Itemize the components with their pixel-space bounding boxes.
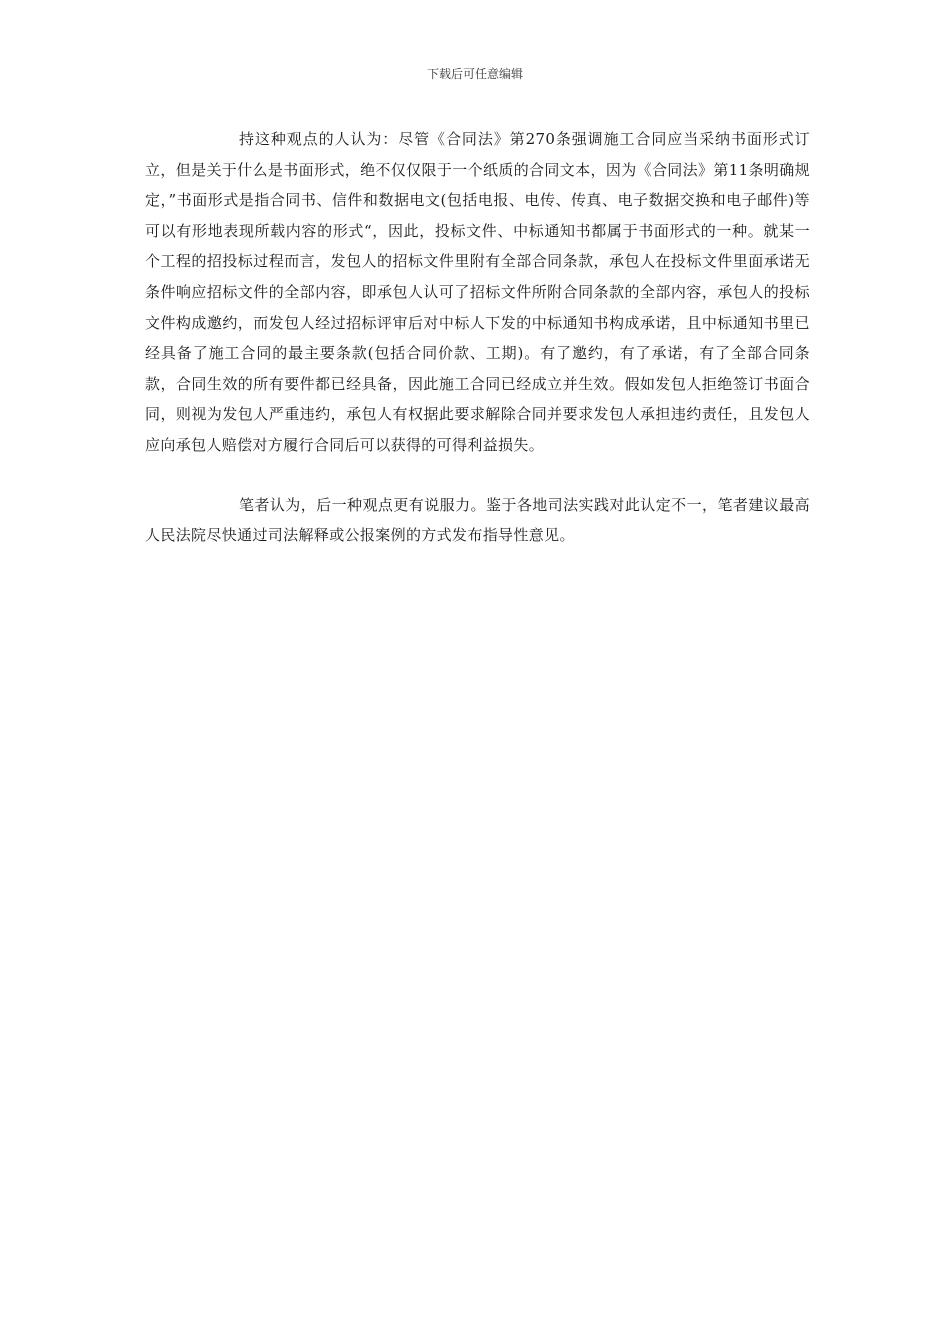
paragraph-author-opinion: 笔者认为，后一种观点更有说服力。鉴于各地司法实践对此认定不一，笔者建议最高人民法院尽快通过司法解释或公报案例的方式发布指导性意见。: [145, 495, 810, 545]
page-header: 下载后可任意编辑: [426, 67, 523, 81]
paragraph-contract-viewpoint: 持这种观点的人认为：尽管《合同法》第270条强调施工合同应当采纳书面形式订立，但是关于什么是书面形式，绝不仅仅限于一个纸质的合同文本，因为《合同法》第11条明确规定，”书面形式是指合同书、信件和数据电文(包括电报、电传、传真、电子数据交换和电子邮件)等可以有形地表现所载内容的形式“，因此，投标文件、中标通知书都属于书面形式的一种。就某一个工程的招投标过程而言，发包人的招标文件里附有全部合同条款，承包人在投标文件里面承诺无条件响应招标文件的全部内容，即承包人认可了招标文件所附合同条款的全部内容，承包人的投标文件构成邀约，而发包人经过招标评审后对中标人下发的中标通知书构成承诺，且中标通知书里已经具备了施工合同的最主要条款(包括合同价款、工期)。有了邀约，有了承诺，有了全部合同条款，合同生效的所有要件都已经具备，因此施工合同已经成立并生效。假如发包人拒绝签订书面合同，则视为发包人严重违约，承包人有权据此要求解除合同并要求发包人承担违约责任，且发包人应向承包人赔偿对方履行合同后可以获得的可得利益损失。: [145, 130, 810, 454]
document-body: [145, 124, 810, 551]
